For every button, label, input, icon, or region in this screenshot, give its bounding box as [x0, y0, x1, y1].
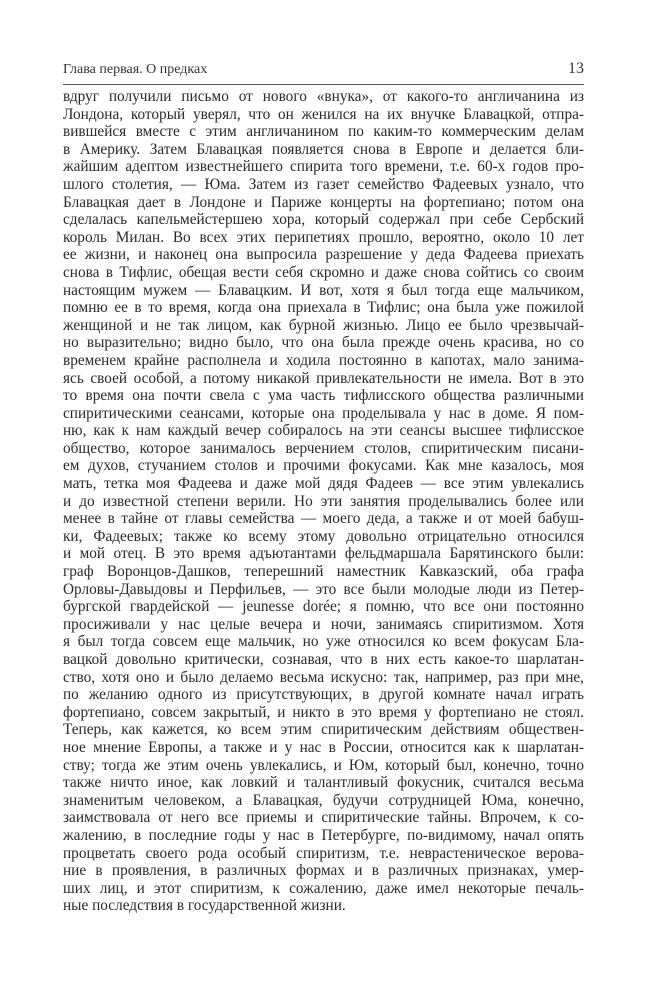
text-line: заимствовала от него все приемы и спиритические тайны. Впрочем, к со- — [63, 809, 584, 827]
text-line: менее в тайне от главы семейства — моего деда, а также и от моей бабуш- — [63, 510, 584, 528]
text-line: шлого столетия, — Юма. Затем из газет семейство Фадеевых узнало, что — [63, 175, 584, 193]
text-line: ству; тогда же этим очень увлекались, и Юм, который был, конечно, точно — [63, 756, 584, 774]
text-line: снова в Тифлис, обещая вести себя скромно и даже снова сойтись со своим — [63, 263, 584, 281]
text-line: то время она почти свела с ума часть тифлисского общества различными — [63, 387, 584, 405]
text-line: ное мнение Европы, а также и у нас в России, относится как к шарлатан- — [63, 738, 584, 756]
chapter-title: Глава первая. О предках — [63, 62, 208, 77]
text-line: мать, тетка моя Фадеева и даже мой дядя Фадеев — все этим увлекались — [63, 475, 584, 493]
text-line: Блавацкая дает в Лондоне и Париже концерты на фортепиано; потом она — [63, 193, 584, 211]
text-line: и мой отец. В это время адъютантами фельдмаршала Барятинского были: — [63, 545, 584, 563]
text-line: в Америку. Затем Блавацкая появляется снова в Европе и делается бли- — [63, 140, 584, 158]
text-line: жалению, в последние годы у нас в Петербурге, по-видимому, начал опять — [63, 826, 584, 844]
text-line: Лондона, который уверял, что он женился на их внучке Блавацкой, отпра- — [63, 105, 584, 123]
text-line: сделалась капельмейстершею хора, который содержал при себе Сербский — [63, 211, 584, 229]
text-line: ню, как к нам каждый вечер собиралось на эти сеансы высшее тифлисское — [63, 422, 584, 440]
page-number: 13 — [568, 60, 584, 77]
text-line: ные последствия в государственной жизни. — [63, 897, 346, 915]
text-line: и до известной степени верили. Но эти занятия проделывались более или — [63, 492, 584, 510]
text-line: Теперь, как кажется, ко всем этим спиритическим действиям обществен- — [63, 721, 584, 739]
text-line: также ничто иное, как ловкий и талантливый фокусник, считался весьма — [63, 774, 584, 792]
text-line: настоящим мужем — Блавацким. И вот, хотя я был тогда еще мальчиком, — [63, 281, 584, 299]
text-line: бургской гвардейской — jeunesse dorée; я помню, что все они постоянно — [63, 598, 584, 616]
text-line: король Милан. Во всех этих перипетиях прошло, вероятно, около 10 лет — [63, 228, 584, 246]
text-line: ших лиц, и этот спиритизм, к сожалению, даже имел некоторые печаль- — [63, 879, 584, 897]
text-line: ние в проявления, в различных формах и в различных признаках, умер- — [63, 862, 584, 880]
text-line: временем крайне располнела и ходила постоянно в капотах, мало занима- — [63, 351, 584, 369]
text-line: ем духов, стучанием столов и прочими фокусами. Как мне казалось, моя — [63, 457, 584, 475]
text-line: просиживали у нас целые вечера и ночи, занимаясь спиритизмом. Хотя — [63, 615, 584, 633]
text-line: ство, хотя оно и было делаемо весьма искусно: так, например, раз при мне, — [63, 668, 584, 686]
text-line: вившейся вместе с этим англичанином по каким-то коммерческим делам — [63, 123, 584, 141]
text-line: спиритическими сеансами, которые она проделывала у нас в доме. Я пом- — [63, 404, 584, 422]
text-line: по желанию одного из присутствующих, в другой комнате начал играть — [63, 686, 584, 704]
text-line: вацкой довольно критически, сознавая, что в них есть какое-то шарлатан- — [63, 651, 584, 668]
body-text — [63, 88, 584, 915]
text-line: общество, которое занималось верчением столов, спиритическим писани- — [63, 439, 584, 457]
text-line: ее жизни, и наконец она выпросила разрешение у деда Фадеева приехать — [63, 246, 584, 264]
text-line: вдруг получили письмо от нового «внука», от какого-то англичанина из — [63, 88, 584, 105]
text-line: знаменитым человеком, а Блавацкая, будучи сотрудницей Юма, конечно, — [63, 791, 584, 809]
running-header — [63, 60, 584, 85]
text-line: ясь своей особой, а потому никакой привлекательности не имела. Вот в это — [63, 369, 584, 387]
text-line: помню ее в то время, когда она приехала в Тифлис; она была уже пожилой — [63, 299, 584, 317]
text-line: женщиной и не так лицом, как бурной жизнью. Лицо ее было чрезвычай- — [63, 316, 584, 334]
text-line: но выразительно; видно было, что она была прежде очень красива, но со — [63, 334, 584, 352]
text-line: граф Воронцов-Дашков, теперешний наместник Кавказский, оба графа — [63, 563, 584, 581]
text-line: я был тогда совсем еще мальчик, но уже относился ко всем фокусам Бла- — [63, 633, 584, 651]
text-line: жайшим адептом известнейшего спирита того времени, т.е. 60-х годов про- — [63, 158, 584, 176]
text-line: ки, Фадеевых; также ко всему этому довольно отрицательно относился — [63, 527, 584, 545]
text-line: Орловы-Давыдовы и Перфильев, — это все были молодые люди из Петер- — [63, 580, 584, 598]
text-line: процветать своего рода особый спиритизм, т.е. неврастеническое верова- — [63, 844, 584, 862]
text-line: фортепиано, совсем закрытый, и никто в это время у фортепиано не стоял. — [63, 703, 584, 721]
